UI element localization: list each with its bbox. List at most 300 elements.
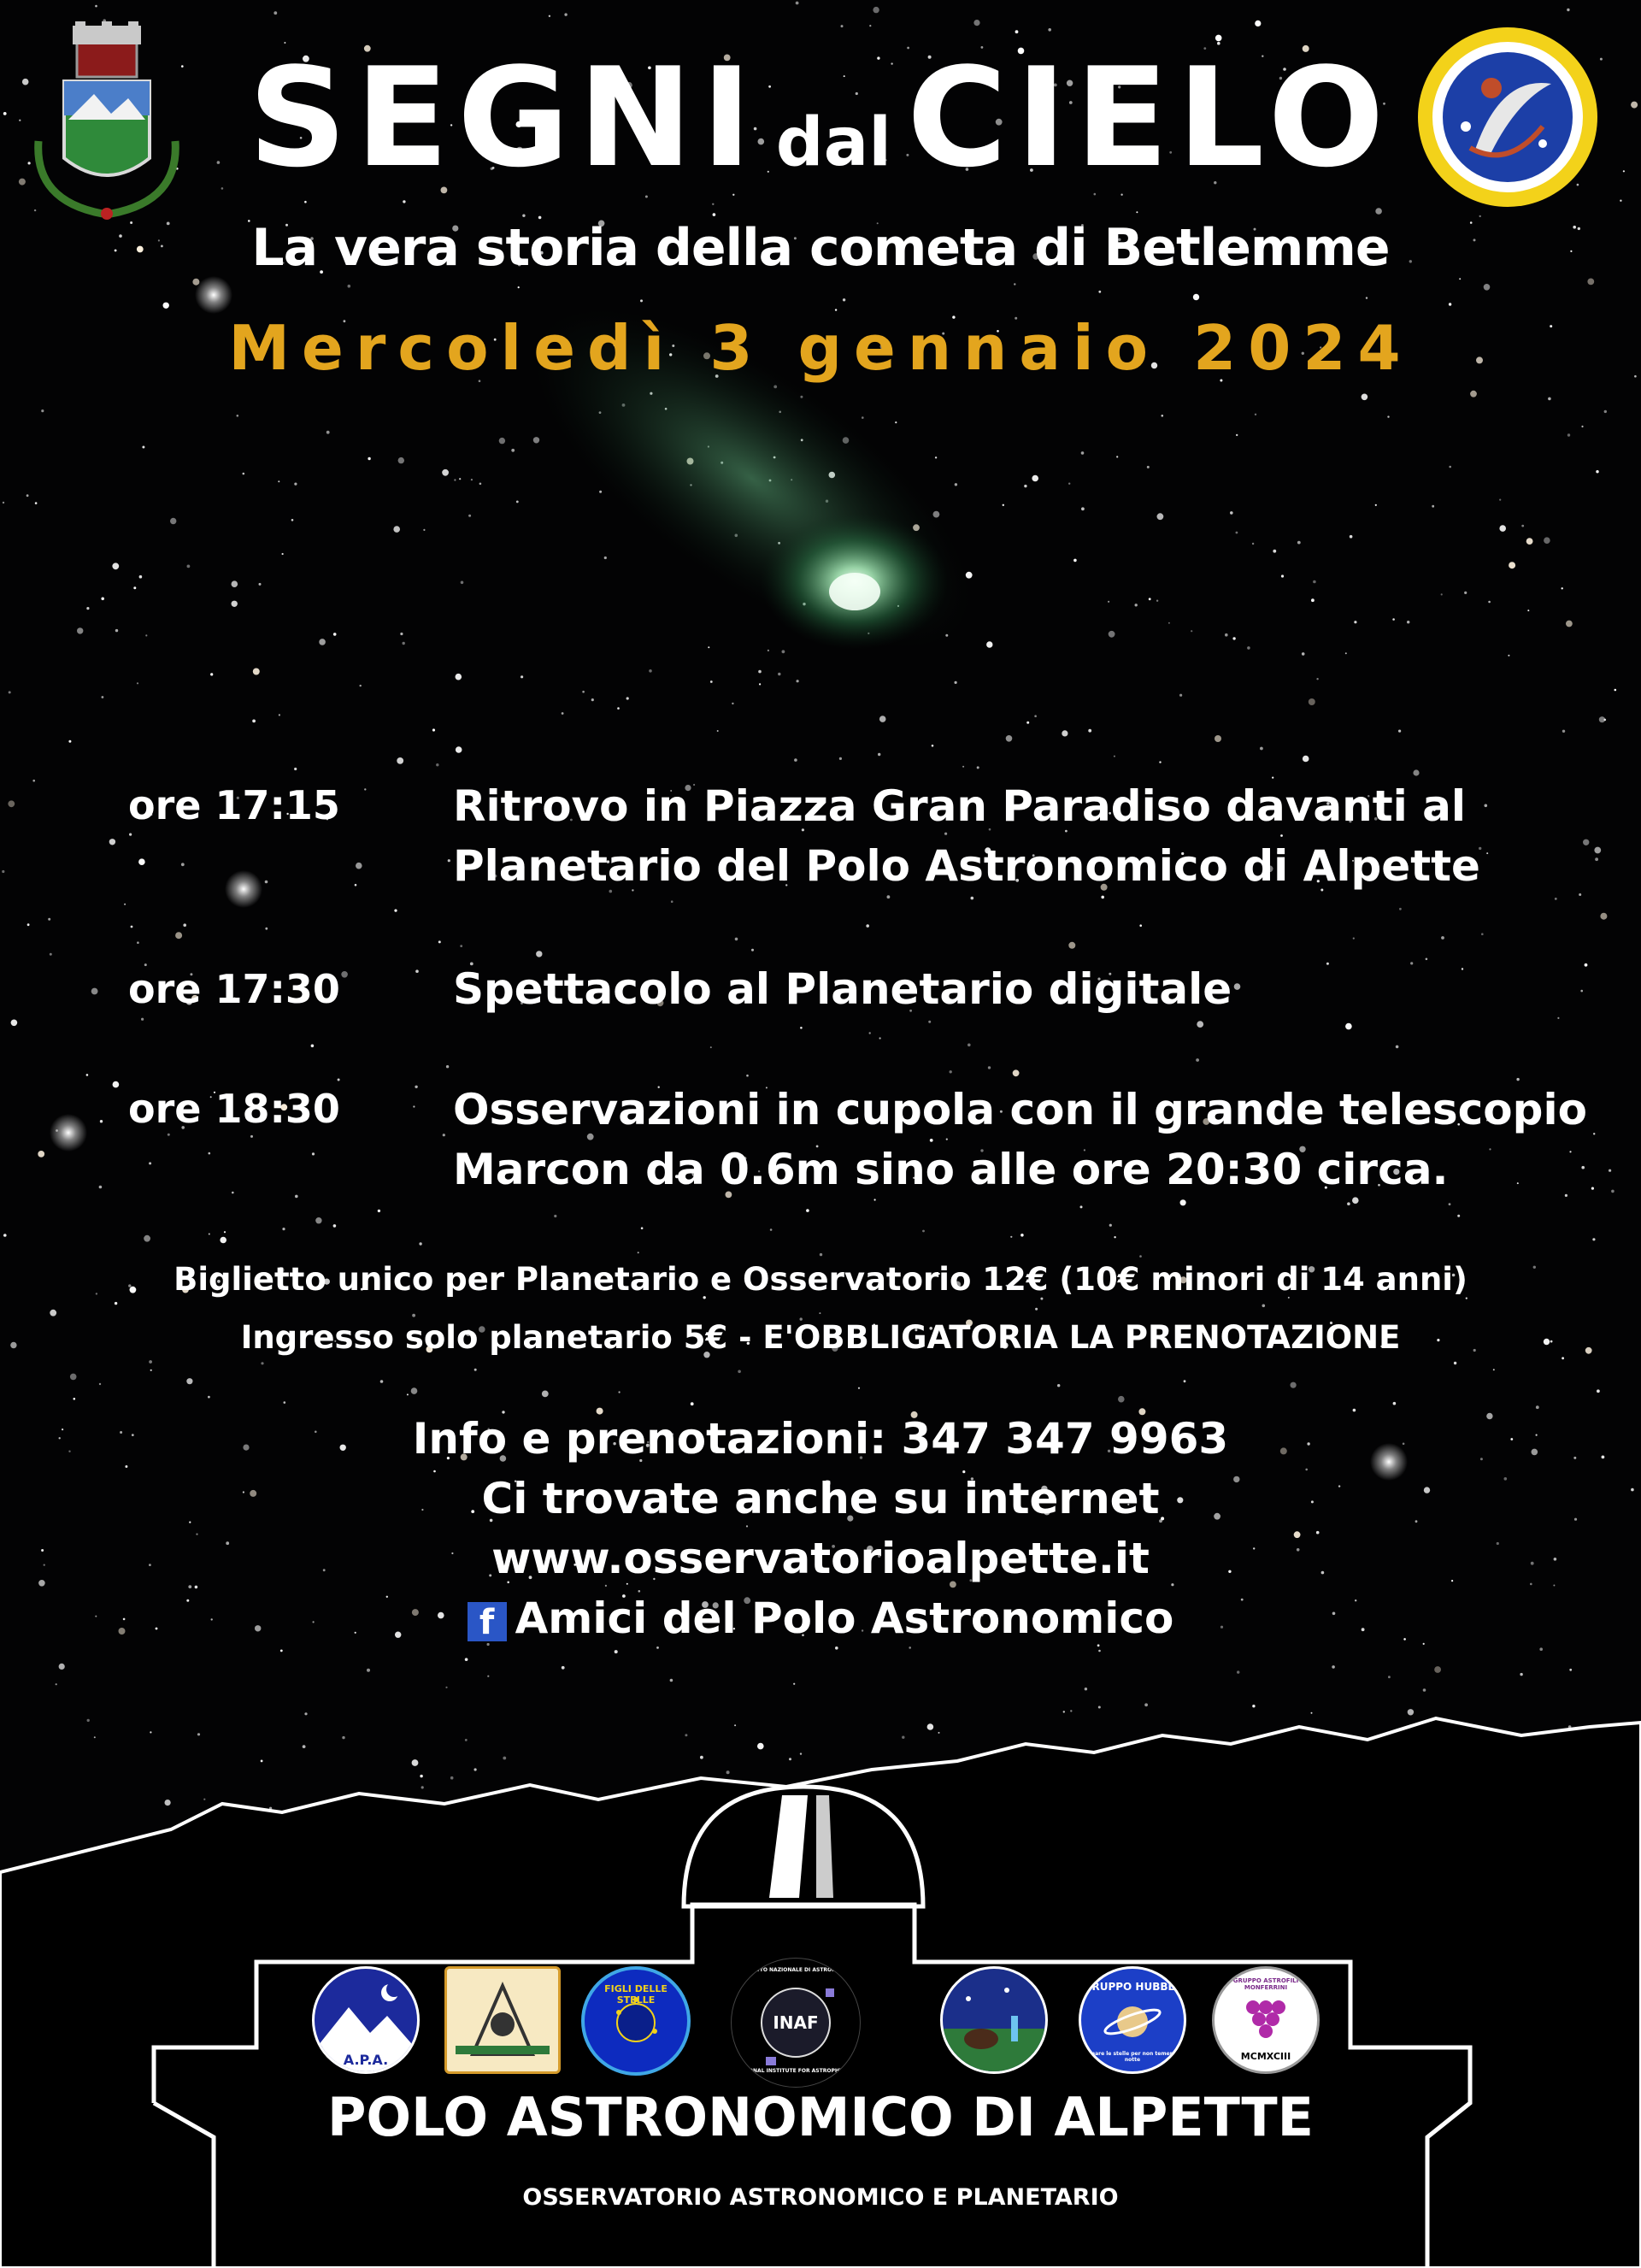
star xyxy=(150,1370,152,1371)
star xyxy=(1255,21,1261,27)
star xyxy=(1615,689,1617,692)
star xyxy=(732,703,733,704)
star xyxy=(1237,1670,1239,1673)
star xyxy=(197,1733,200,1735)
star xyxy=(1597,1389,1600,1393)
star xyxy=(873,7,879,13)
star xyxy=(1600,913,1607,920)
star xyxy=(397,757,403,764)
star xyxy=(649,669,652,673)
star xyxy=(1057,1384,1060,1387)
star xyxy=(243,473,245,475)
star xyxy=(1596,470,1598,473)
star xyxy=(279,714,280,716)
star xyxy=(562,712,564,715)
star xyxy=(9,691,11,693)
star xyxy=(1407,621,1409,623)
star xyxy=(1070,1710,1072,1711)
star xyxy=(1032,475,1038,482)
star xyxy=(474,1369,477,1371)
star xyxy=(3,502,4,504)
inaf-label: INAF xyxy=(773,2012,819,2033)
star xyxy=(1144,1703,1148,1706)
star xyxy=(521,675,523,678)
star xyxy=(955,681,957,684)
star xyxy=(968,1044,971,1047)
star xyxy=(1441,593,1443,595)
star xyxy=(932,745,934,747)
star xyxy=(27,923,30,926)
info-facebook-link[interactable] xyxy=(0,1588,1641,1648)
title-dal: dal xyxy=(775,104,891,181)
inaf-ring-bottom: NATIONAL INSTITUTE FOR ASTROPHYSICS xyxy=(735,2068,856,2074)
star xyxy=(203,1799,205,1800)
star xyxy=(1345,652,1347,654)
star xyxy=(142,446,144,449)
star xyxy=(1273,550,1276,553)
star xyxy=(793,1683,795,1685)
star xyxy=(1191,630,1192,632)
star xyxy=(145,634,147,636)
monferrini-year: MCMXCIII xyxy=(1240,2051,1291,2062)
star xyxy=(56,1683,57,1685)
star xyxy=(423,529,425,531)
star xyxy=(839,757,842,760)
schedule-desc-2: Spettacolo al Planetario digitale xyxy=(453,964,1232,1014)
star xyxy=(866,924,869,928)
star xyxy=(1114,1236,1115,1238)
star xyxy=(1470,391,1477,398)
star xyxy=(232,580,238,587)
star xyxy=(640,299,643,302)
star xyxy=(1548,398,1551,401)
star xyxy=(149,1360,152,1364)
star xyxy=(518,286,520,288)
star xyxy=(412,1314,415,1317)
star xyxy=(1527,610,1529,611)
star xyxy=(1587,279,1594,286)
star xyxy=(448,859,450,862)
star xyxy=(1109,631,1115,638)
star xyxy=(511,449,515,452)
star xyxy=(796,2,799,5)
star xyxy=(710,1046,712,1048)
star xyxy=(38,1151,44,1158)
star xyxy=(1048,28,1051,32)
star xyxy=(1580,990,1583,993)
star xyxy=(113,1081,120,1088)
star xyxy=(1449,466,1451,468)
star xyxy=(144,1235,150,1242)
star xyxy=(468,515,471,517)
star xyxy=(1297,541,1301,545)
star xyxy=(1302,652,1305,656)
star xyxy=(175,932,182,939)
star xyxy=(1180,1199,1186,1205)
star xyxy=(1088,729,1091,733)
facebook-icon: f xyxy=(468,1602,507,1641)
astrofili-monferrini-logo-icon xyxy=(1212,1966,1320,2074)
star xyxy=(474,1768,477,1770)
star xyxy=(1396,1046,1399,1049)
star xyxy=(367,1669,370,1672)
star xyxy=(91,988,98,995)
star xyxy=(713,213,716,216)
star xyxy=(278,480,279,482)
schedule-desc-1 xyxy=(453,776,1480,896)
star xyxy=(8,800,15,807)
star xyxy=(1114,756,1115,757)
inaf-ring-top: ISTITUTO NAZIONALE DI ASTROFISICA xyxy=(740,1967,851,1973)
star xyxy=(465,1658,468,1661)
star xyxy=(1585,963,1588,967)
star xyxy=(1006,735,1013,742)
gruppo-hubble-logo-icon xyxy=(1079,1966,1186,2074)
star xyxy=(253,669,260,675)
star xyxy=(751,949,754,951)
star xyxy=(554,1215,556,1217)
star xyxy=(1486,852,1488,854)
star xyxy=(1313,580,1316,584)
star xyxy=(503,1757,506,1760)
star xyxy=(265,881,268,884)
star xyxy=(794,758,797,762)
star xyxy=(11,1020,18,1027)
star xyxy=(962,766,964,768)
star xyxy=(274,11,277,15)
star xyxy=(1068,483,1070,485)
star xyxy=(1316,678,1318,680)
star xyxy=(1035,1308,1038,1311)
star xyxy=(549,15,550,17)
star xyxy=(149,1162,151,1164)
star xyxy=(1108,601,1109,603)
star xyxy=(1526,538,1533,545)
star xyxy=(421,1786,424,1788)
star xyxy=(757,1743,764,1750)
star xyxy=(726,1770,730,1774)
star xyxy=(819,1312,820,1314)
star xyxy=(1034,715,1037,717)
star xyxy=(1393,1402,1397,1405)
star xyxy=(1326,963,1329,965)
star xyxy=(1149,598,1151,600)
event-date: Mercoledì 3 gennaio 2024 xyxy=(228,312,1413,384)
schedule-desc-3-line-2: Marcon da 0.6m sino alle ore 20:30 circa. xyxy=(453,1145,1449,1194)
star xyxy=(356,863,362,869)
star xyxy=(1309,698,1315,705)
star xyxy=(1234,983,1241,990)
star xyxy=(77,627,83,633)
star xyxy=(1366,297,1368,298)
star xyxy=(413,1105,415,1107)
star xyxy=(209,1152,211,1155)
star xyxy=(86,1074,89,1076)
star xyxy=(1604,410,1607,413)
star xyxy=(770,1228,773,1231)
star xyxy=(789,1758,791,1760)
star xyxy=(1398,730,1401,733)
star xyxy=(87,1719,90,1722)
star xyxy=(619,1391,621,1393)
schedule-time-1: ore 17:15 xyxy=(128,782,340,828)
star xyxy=(1387,415,1389,417)
star xyxy=(1098,291,1101,293)
star xyxy=(738,1370,741,1374)
star xyxy=(150,1731,151,1733)
star xyxy=(282,553,284,555)
star xyxy=(224,1231,226,1233)
ticket-price-line: Biglietto unico per Planetario e Osservatorio 12€ (10€ minori di 14 anni) xyxy=(174,1261,1467,1298)
star xyxy=(420,1775,422,1777)
star xyxy=(1557,1017,1559,1019)
star xyxy=(210,673,213,675)
star xyxy=(303,1745,306,1748)
star xyxy=(291,519,294,521)
star xyxy=(479,483,482,486)
star xyxy=(209,1234,210,1235)
info-block xyxy=(0,1409,1641,1648)
star xyxy=(1109,1224,1112,1227)
star xyxy=(862,416,864,419)
star xyxy=(1157,513,1164,520)
star xyxy=(516,501,519,504)
star xyxy=(778,673,780,675)
star xyxy=(1462,968,1463,969)
star xyxy=(95,5,97,8)
star xyxy=(315,1217,321,1223)
star xyxy=(1594,847,1601,854)
star xyxy=(562,1666,565,1670)
star xyxy=(32,780,35,782)
star xyxy=(604,557,607,559)
title-segni: SEGNI xyxy=(248,38,761,197)
star xyxy=(1136,211,1138,213)
star xyxy=(99,1383,101,1385)
star xyxy=(1252,543,1254,545)
star xyxy=(348,285,351,288)
star xyxy=(1236,434,1238,436)
star xyxy=(858,1387,860,1389)
star xyxy=(1562,730,1565,733)
star xyxy=(617,707,620,710)
star xyxy=(1255,414,1256,415)
star xyxy=(312,1152,315,1155)
schedule-desc-3-line-1: Osservazioni in cupola con il grande telescopio xyxy=(453,1085,1587,1134)
star xyxy=(1555,898,1557,900)
star xyxy=(1408,1709,1414,1715)
schedule-desc-1-line-2: Planetario del Polo Astronomico di Alpette xyxy=(453,841,1480,891)
star xyxy=(671,900,673,903)
star xyxy=(294,483,297,486)
biellese-logo-icon xyxy=(940,1966,1048,2074)
star xyxy=(1459,278,1461,280)
star xyxy=(342,1736,344,1739)
star xyxy=(1303,756,1309,763)
star xyxy=(564,13,567,15)
star xyxy=(319,639,326,645)
star xyxy=(1567,433,1570,436)
star xyxy=(1162,415,1164,417)
star xyxy=(1311,1712,1313,1714)
star xyxy=(1247,646,1250,650)
facebook-page-label: Amici del Polo Astronomico xyxy=(515,1593,1174,1643)
star xyxy=(1591,1187,1594,1190)
star xyxy=(820,1253,822,1256)
star xyxy=(700,1756,703,1759)
figli-label: FIGLI DELLE STELLE xyxy=(604,1983,668,2006)
star xyxy=(869,1032,871,1034)
star xyxy=(1118,1396,1125,1403)
star xyxy=(364,788,366,790)
star xyxy=(1225,633,1228,637)
star xyxy=(1184,1380,1186,1382)
star xyxy=(250,1135,253,1138)
star xyxy=(533,437,539,443)
star xyxy=(403,200,405,203)
star xyxy=(232,1192,234,1194)
star xyxy=(221,187,224,190)
star xyxy=(685,1734,687,1736)
schedule-desc-3 xyxy=(453,1080,1587,1199)
star xyxy=(768,650,769,651)
star xyxy=(459,478,461,480)
star xyxy=(187,565,191,568)
star xyxy=(591,698,594,701)
star xyxy=(403,642,405,645)
star xyxy=(1499,525,1506,532)
star xyxy=(1509,562,1515,568)
star xyxy=(432,728,435,731)
info-phone: Info e prenotazioni: 347 347 9963 xyxy=(412,1414,1229,1464)
star xyxy=(1592,1238,1595,1240)
star xyxy=(734,1724,736,1726)
star xyxy=(735,938,738,941)
star xyxy=(1073,559,1077,563)
star xyxy=(1345,1023,1352,1030)
star xyxy=(445,1687,447,1688)
star xyxy=(419,1242,421,1245)
star xyxy=(415,1086,417,1088)
star xyxy=(456,746,462,753)
star xyxy=(1599,716,1605,722)
star xyxy=(710,680,713,683)
star xyxy=(499,438,505,444)
star xyxy=(1609,1169,1611,1172)
star xyxy=(691,1402,694,1405)
star xyxy=(1147,466,1150,468)
star xyxy=(438,940,441,943)
star xyxy=(333,633,337,636)
star xyxy=(442,469,449,476)
star xyxy=(1350,535,1353,539)
star xyxy=(1566,621,1573,627)
star xyxy=(599,491,602,493)
star xyxy=(1098,1650,1101,1652)
star xyxy=(1013,1069,1020,1076)
star xyxy=(461,581,464,585)
ticket-booking-line: Ingresso solo planetario 5€ - E'OBBLIGATORIA LA PRENOTAZIONE xyxy=(240,1319,1401,1356)
star xyxy=(338,1079,340,1081)
star xyxy=(1620,200,1621,202)
star xyxy=(806,1209,809,1212)
star xyxy=(1063,1711,1065,1712)
star xyxy=(759,683,761,685)
star xyxy=(1479,215,1481,217)
star xyxy=(68,740,71,743)
star xyxy=(102,696,104,698)
star xyxy=(1485,804,1488,808)
star xyxy=(378,1210,380,1212)
footer-subtitle: OSSERVATORIO ASTRONOMICO E PLANETARIO xyxy=(522,2184,1119,2211)
star xyxy=(843,298,845,301)
star xyxy=(1410,962,1413,964)
star xyxy=(1595,857,1598,861)
star xyxy=(1508,655,1509,657)
star xyxy=(879,1037,881,1039)
star xyxy=(1569,1669,1572,1671)
star xyxy=(394,910,397,912)
star xyxy=(1139,924,1142,927)
star xyxy=(109,839,115,845)
star xyxy=(129,834,132,836)
star xyxy=(1520,1673,1522,1676)
star xyxy=(1484,284,1491,291)
schedule-time-3: ore 18:30 xyxy=(128,1086,340,1132)
star xyxy=(1135,604,1138,606)
star xyxy=(1085,1688,1087,1690)
apa-label: A.P.A. xyxy=(343,2052,389,2068)
star xyxy=(641,1227,644,1229)
star xyxy=(398,457,404,463)
star xyxy=(835,309,837,310)
star xyxy=(869,25,871,27)
star xyxy=(282,1228,285,1230)
star xyxy=(1562,587,1563,589)
star xyxy=(165,1800,171,1806)
bright-star xyxy=(50,1114,87,1152)
star xyxy=(48,918,50,921)
apa-logo-icon xyxy=(312,1966,420,2074)
star xyxy=(879,716,886,722)
star xyxy=(1375,504,1377,506)
info-website-link[interactable]: www.osservatorioalpette.it xyxy=(491,1534,1150,1583)
star xyxy=(1399,908,1402,910)
star xyxy=(1168,622,1170,624)
star xyxy=(2,870,4,873)
star xyxy=(1362,394,1368,401)
star xyxy=(295,1195,298,1199)
star xyxy=(708,646,709,648)
star xyxy=(1423,1688,1426,1692)
star xyxy=(471,479,473,480)
star xyxy=(137,941,139,944)
star xyxy=(1193,294,1199,300)
star xyxy=(638,1252,639,1253)
star xyxy=(922,1230,925,1233)
star xyxy=(456,674,462,680)
star xyxy=(70,1374,77,1381)
star xyxy=(626,697,629,699)
info-internet: Ci trovate anche su internet xyxy=(481,1474,1160,1523)
star xyxy=(393,526,400,533)
star xyxy=(1010,1236,1012,1238)
star xyxy=(50,1310,56,1317)
star xyxy=(181,863,185,866)
club-logo-icon xyxy=(444,1966,561,2074)
star xyxy=(304,201,307,203)
star xyxy=(797,680,799,682)
